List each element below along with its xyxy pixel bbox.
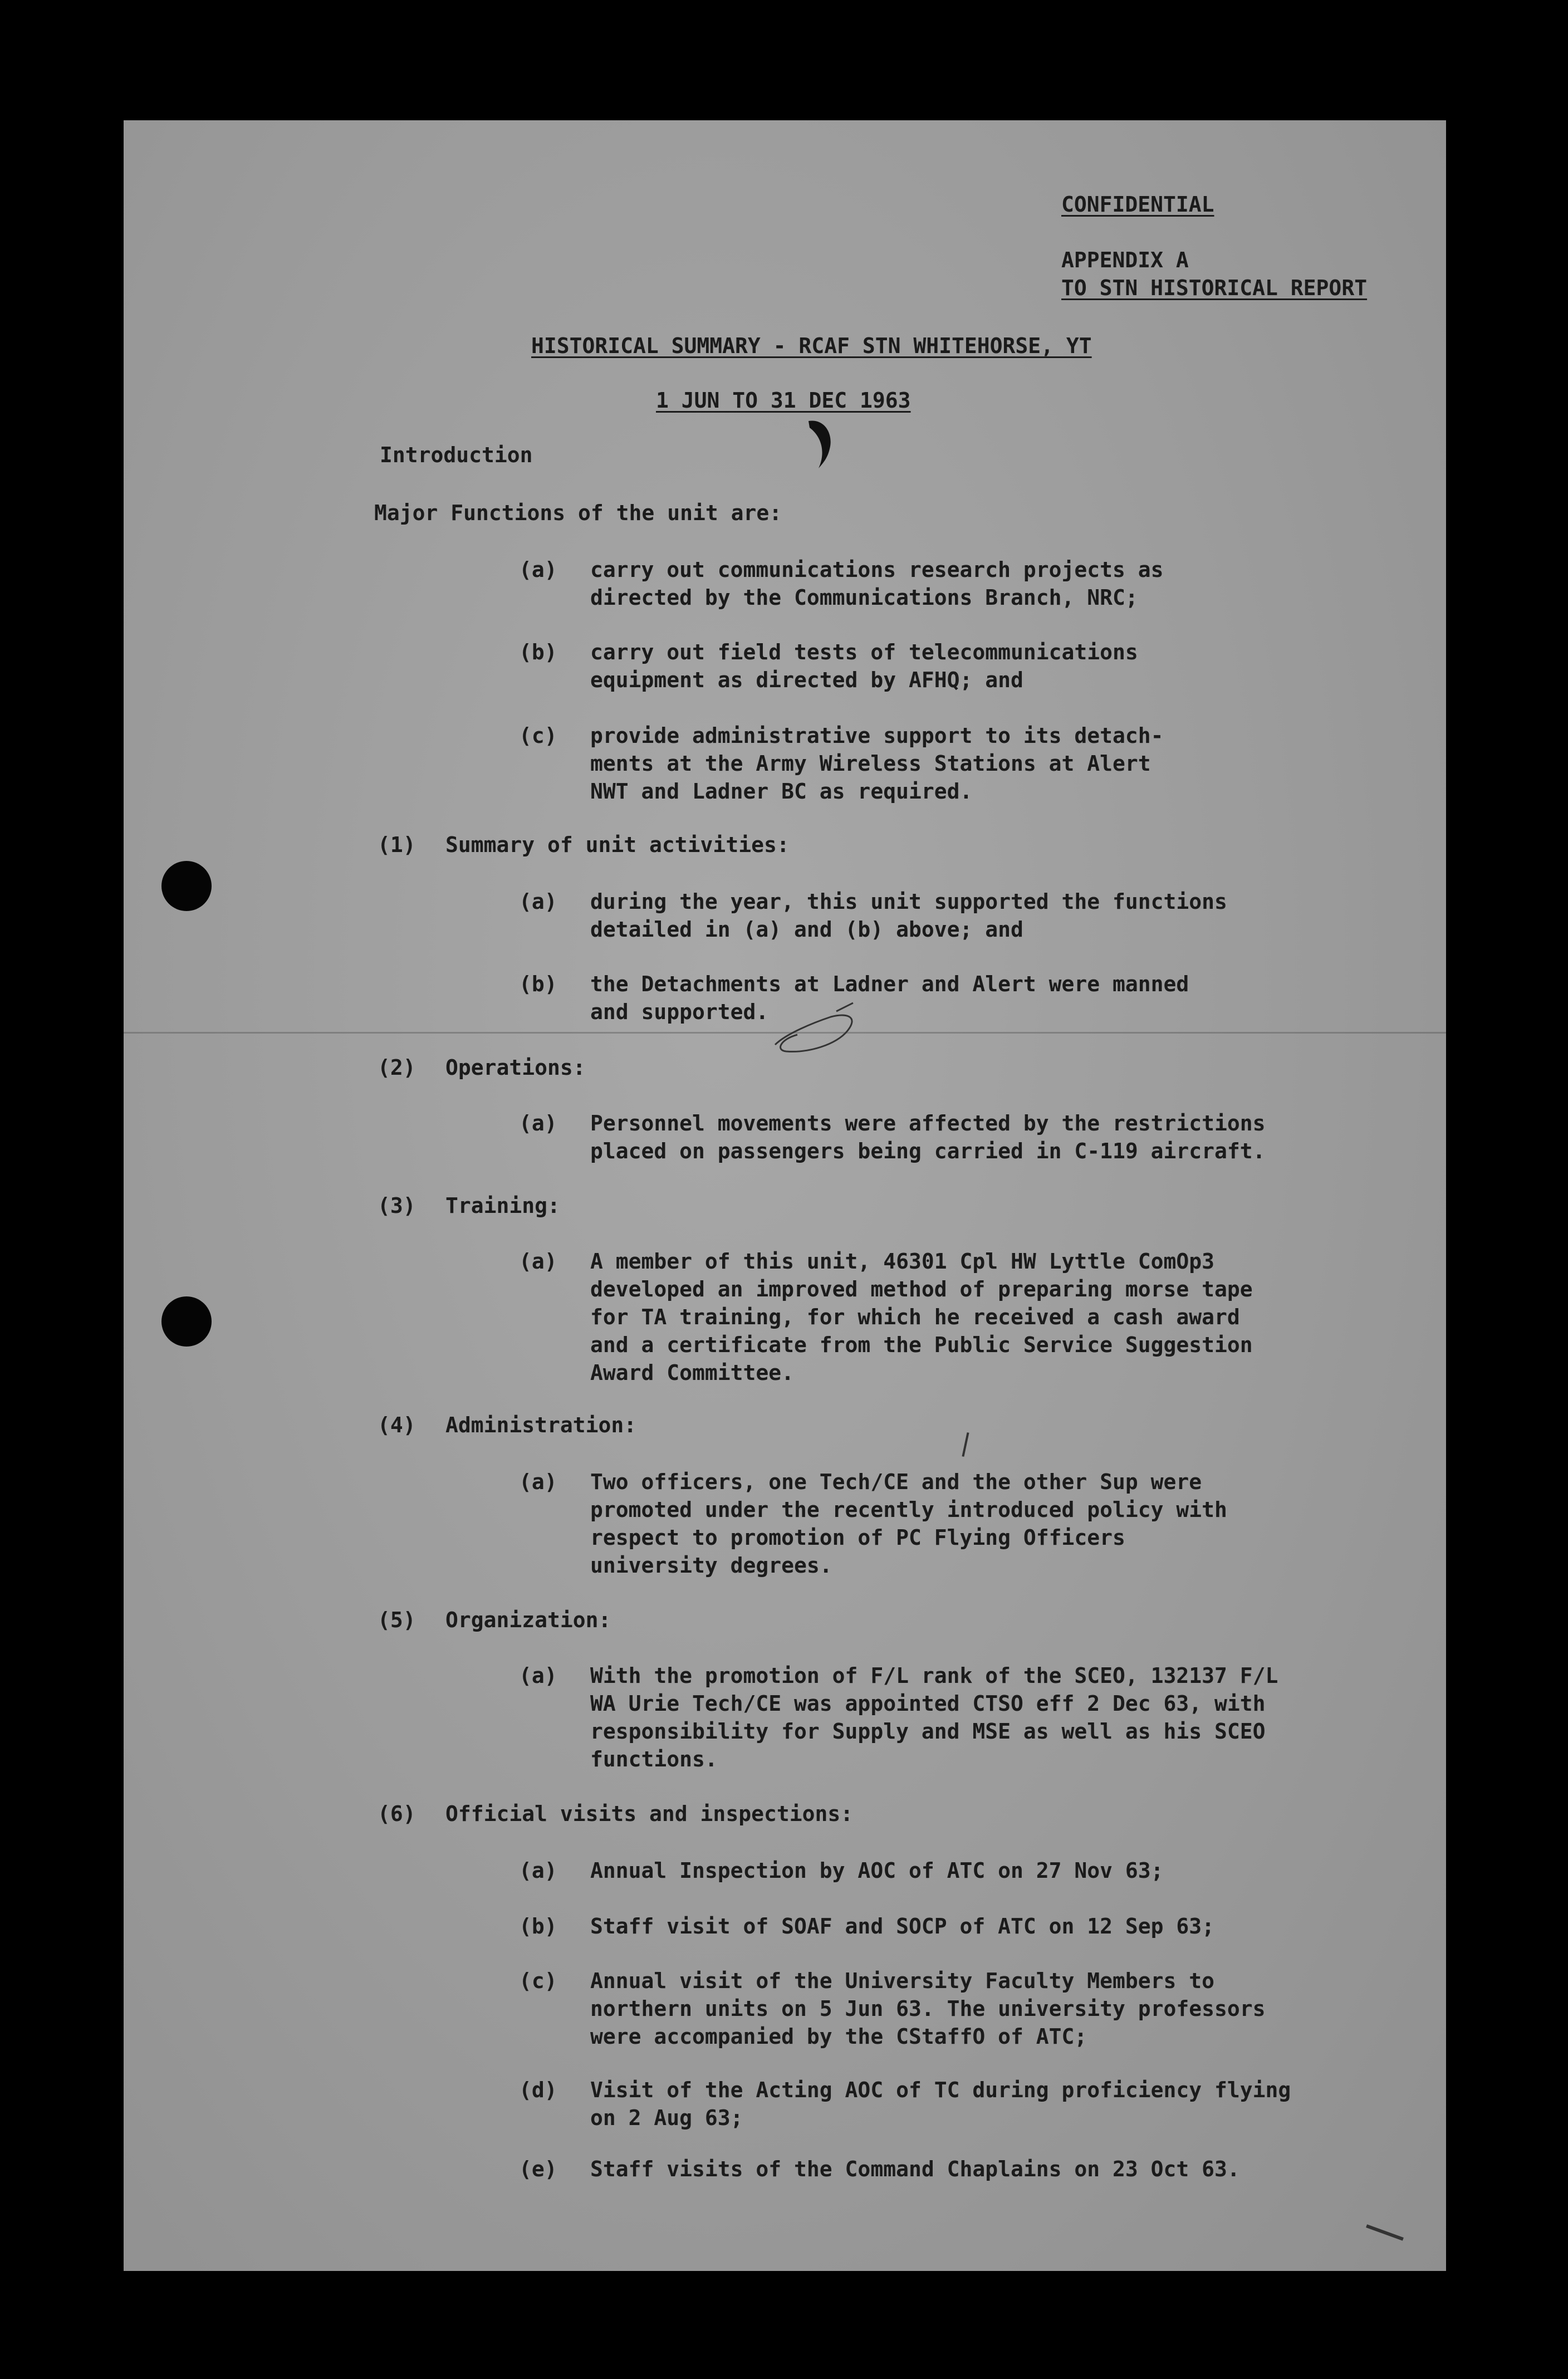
- section-2-item-a-text: Personnel movements were affected by the restrictions placed on passengers being carried in C-119 aircraft.: [590, 1111, 1266, 1163]
- section-1-item-a-label: (a): [519, 889, 557, 914]
- section-2-label: (2): [378, 1055, 416, 1080]
- functions-heading: Major Functions of the unit are:: [374, 501, 782, 525]
- section-6-heading: Official visits and inspections:: [445, 1802, 854, 1826]
- punch-hole-top: [161, 861, 212, 911]
- margin-dash-mark: [1366, 2224, 1404, 2241]
- section-6-item-c-text: Annual visit of the University Faculty Members to northern units on 5 Jun 63. The university professors were accompanied by the CStaffO of ATC;: [590, 1969, 1266, 2049]
- section-6-item-e-label: (e): [519, 2157, 557, 2181]
- section-6-item-b-text: Staff visit of SOAF and SOCP of ATC on 12 Sep 63;: [590, 1914, 1215, 1939]
- section-4-item-a-text: Two officers, one Tech/CE and the other Sup were promoted under the recently introduced policy with respect to promotion of PC Flying Officers university degrees.: [590, 1470, 1227, 1578]
- punch-hole-bottom: [161, 1296, 212, 1347]
- section-4-item-a-label: (a): [519, 1470, 557, 1494]
- section-3-heading: Training:: [445, 1193, 560, 1218]
- section-1-item-b-label: (b): [519, 972, 557, 996]
- introduction-heading: Introduction: [380, 443, 533, 467]
- section-3-item-a-label: (a): [519, 1249, 557, 1274]
- section-3-item-a-text: A member of this unit, 46301 Cpl HW Lyttle ComOp3 developed an improved method of preparing morse tape for TA training, for which he received a cash award and a certificate from the Public Service Suggestion Award Committee.: [590, 1249, 1253, 1385]
- section-3-label: (3): [378, 1193, 416, 1218]
- section-5-label: (5): [378, 1608, 416, 1632]
- function-text-c: provide administrative support to its detach- ments at the Army Wireless Stations at Alert NWT and Ladner BC as required.: [590, 723, 1164, 804]
- appendix-line-2: TO STN HISTORICAL REPORT: [1061, 276, 1368, 300]
- function-label-a: (a): [519, 557, 557, 582]
- document-page: [124, 120, 1446, 2271]
- section-6-label: (6): [378, 1802, 416, 1826]
- section-6-item-d-text: Visit of the Acting AOC of TC during proficiency flying on 2 Aug 63;: [590, 2078, 1291, 2130]
- section-1-heading: Summary of unit activities:: [445, 833, 790, 857]
- function-text-b: carry out field tests of telecommunications equipment as directed by AFHQ; and: [590, 640, 1138, 692]
- section-1-label: (1): [378, 833, 416, 857]
- document-title: HISTORICAL SUMMARY - RCAF STN WHITEHORSE, YT: [531, 334, 1092, 358]
- section-6-item-d-label: (d): [519, 2078, 557, 2102]
- section-6-item-a-label: (a): [519, 1858, 557, 1883]
- section-2-heading: Operations:: [445, 1055, 586, 1080]
- section-6-item-a-text: Annual Inspection by AOC of ATC on 27 Nov 63;: [590, 1858, 1164, 1883]
- section-5-item-a-text: With the promotion of F/L rank of the SCEO, 132137 F/L WA Urie Tech/CE was appointed CTSO eff 2 Dec 63, with responsibility for Supply and MSE as well as his SCEO functions.: [590, 1663, 1278, 1771]
- section-4-heading: Administration:: [445, 1413, 637, 1437]
- section-1-item-a-text: during the year, this unit supported the functions detailed in (a) and (b) above; and: [590, 889, 1227, 942]
- section-5-heading: Organization:: [445, 1608, 611, 1632]
- section-6-item-b-label: (b): [519, 1914, 557, 1939]
- classification-marking: CONFIDENTIAL: [1061, 192, 1214, 217]
- appendix-line-1: APPENDIX A: [1061, 248, 1189, 272]
- function-label-b: (b): [519, 640, 557, 664]
- function-label-c: (c): [519, 723, 557, 748]
- section-1-item-b-text: the Detachments at Ladner and Alert were manned and supported.: [590, 972, 1189, 1024]
- section-2-item-a-label: (a): [519, 1111, 557, 1135]
- section-5-item-a-label: (a): [519, 1663, 557, 1688]
- pencil-tick-mark: [962, 1432, 969, 1457]
- pencil-scribble-mark: [764, 1000, 864, 1061]
- section-6-item-e-text: Staff visits of the Command Chaplains on 23 Oct 63.: [590, 2157, 1240, 2181]
- section-4-label: (4): [378, 1413, 416, 1437]
- section-6-item-c-label: (c): [519, 1969, 557, 1993]
- document-period: 1 JUN TO 31 DEC 1963: [656, 388, 911, 413]
- function-text-a: carry out communications research projects as directed by the Communications Branch, NRC;: [590, 557, 1164, 610]
- ink-hook-mark: [803, 415, 847, 471]
